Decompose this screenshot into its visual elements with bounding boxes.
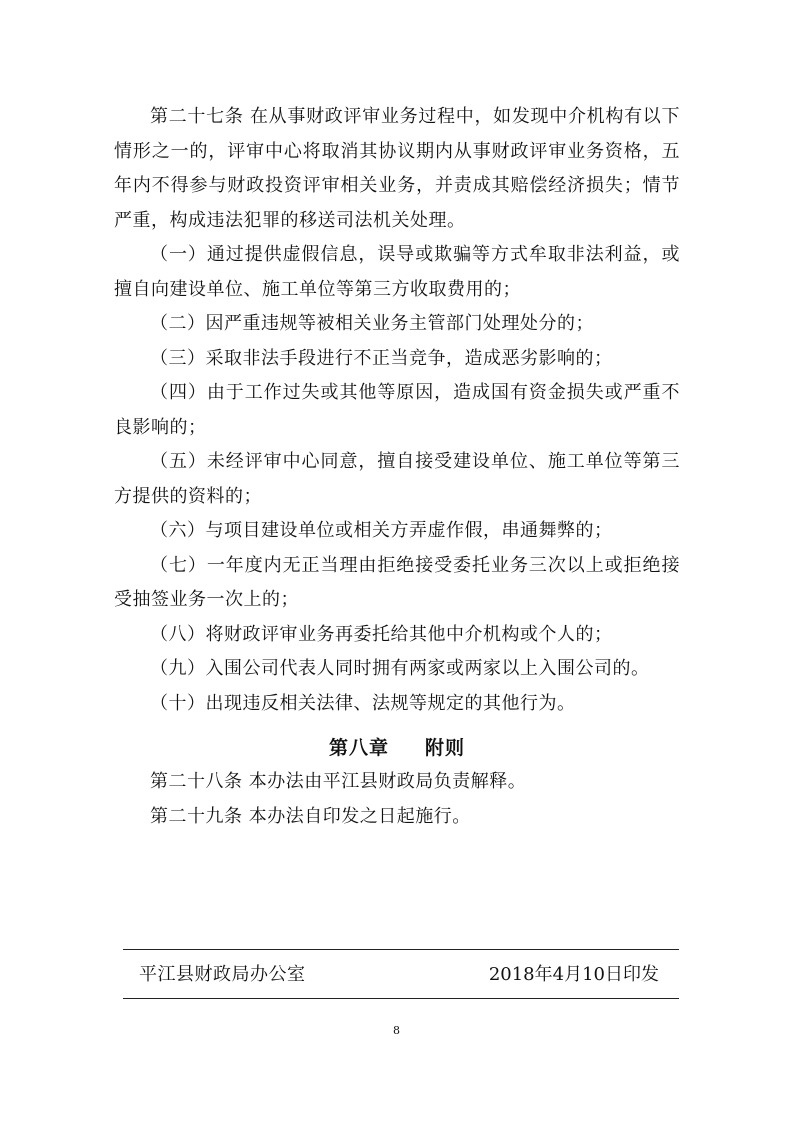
footer-top-divider <box>123 949 679 950</box>
footer-bottom-divider <box>123 998 679 999</box>
article-28 <box>114 765 680 800</box>
issuance-footer <box>139 958 659 992</box>
issue-date: 2018年4月10日印发 <box>488 964 659 985</box>
article-27-item-5: （五）未经评审中心同意，擅自接受建设单位、施工单位等第三方提供的资料的； <box>114 451 680 507</box>
article-27-item-3: （三）采取非法手段进行不正当竞争，造成恶劣影响的； <box>150 347 613 369</box>
document-body <box>114 100 680 834</box>
article-29-text: 本办法自印发之日起施行。 <box>248 805 471 827</box>
article-27-item-8: （八）将财政评审业务再委托给其他中介机构或个人的； <box>150 623 613 645</box>
article-28-number: 第二十八条 <box>150 771 243 792</box>
article-27-item-6: （六）与项目建设单位或相关方弄虚作假，串通舞弊的； <box>150 520 613 541</box>
chapter-title: 附则 <box>425 737 466 759</box>
chapter-heading <box>114 731 680 765</box>
article-27-number: 第二十七条 <box>150 106 244 127</box>
article-27-intro <box>114 100 680 238</box>
article-27-item-10: （十）出现违反相关法律、法规等规定的其他行为。 <box>150 692 576 714</box>
article-27-item-4: （四）由于工作过失或其他等原因，造成国有资金损失或严重不良影响的； <box>114 382 680 438</box>
article-27-text: 在从事财政评审业务过程中，如发现中介机构有以下情形之一的，评审中心将取消其协议期内从事财政评审业务资格，五年内不得参与财政投资评审相关业务，并责成其赔偿经济损失；情节严重，构成违法犯罪的移送司法机关处理。 <box>114 106 680 231</box>
article-27-item-2: （二）因严重违规等被相关业务主管部门处理处分的； <box>150 313 594 334</box>
page-number: 8 <box>393 1024 400 1037</box>
chapter-label: 第八章 <box>328 737 389 759</box>
article-27-item-9: （九）入围公司代表人同时拥有两家或两家以上入围公司的。 <box>150 658 650 679</box>
article-29 <box>114 800 680 835</box>
article-27-item-7: （七）一年度内无正当理由拒绝接受委托业务三次以上或拒绝接受抽签业务一次上的； <box>114 554 680 610</box>
article-28-text: 本办法由平江县财政局负责解释。 <box>248 771 527 792</box>
issuer-name: 平江县财政局办公室 <box>139 964 306 985</box>
article-27-item-1: （一）通过提供虚假信息，误导或欺骗等方式牟取非法利益，或擅自向建设单位、施工单位等第三方收取费用的； <box>114 244 680 300</box>
article-29-number: 第二十九条 <box>150 805 243 827</box>
